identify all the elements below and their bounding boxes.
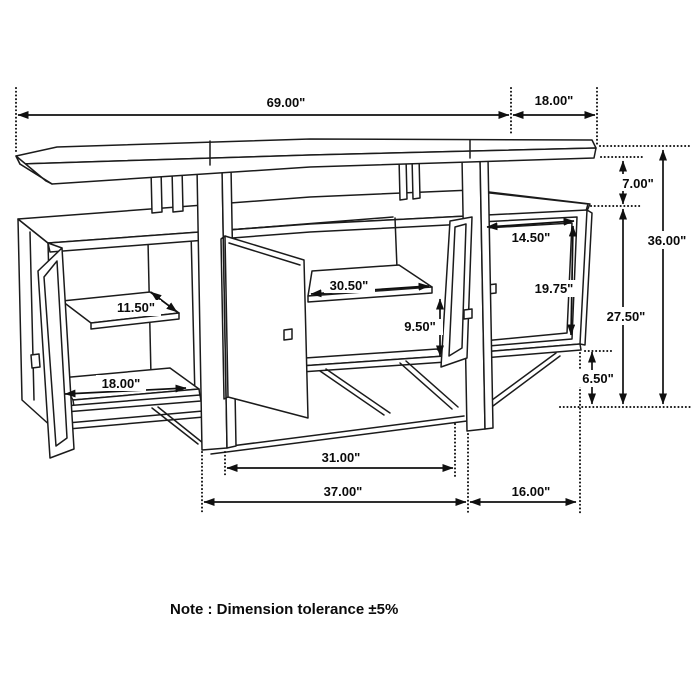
- dim-top-width: [18, 95, 509, 115]
- sideboard-drawing: [16, 139, 596, 458]
- dim-base-span-right: [470, 484, 576, 502]
- right-open-frame-door: [441, 217, 472, 367]
- dim-ground-clearance: [577, 352, 620, 404]
- dim-label-right-door-height: 19.75": [534, 281, 574, 296]
- tolerance-note: Note : Dimension tolerance ±5%: [170, 601, 399, 618]
- dim-label-top-clearance: 7.00": [622, 176, 654, 191]
- dim-label-overall-height: 36.00": [647, 233, 687, 248]
- frame-door-handle: [464, 309, 472, 319]
- dim-top-clearance: [612, 161, 664, 204]
- dim-base-span: [204, 484, 466, 502]
- dim-label-top-width: 69.00": [266, 95, 306, 110]
- dim-base-span-center: [227, 450, 453, 468]
- dim-label-top-overhang: 18.00": [534, 93, 574, 108]
- dim-label-shelf-depth: 11.50": [117, 300, 155, 315]
- dim-label-base-span-center: 31.00": [321, 450, 361, 465]
- dim-label-right-door-width: 14.50": [511, 230, 551, 245]
- dim-center-shelf-gap: [398, 299, 443, 356]
- center-door-handle: [284, 329, 292, 340]
- dim-label-base-span: 37.00": [323, 484, 363, 499]
- dim-label-ground-clearance: 6.50": [582, 371, 614, 386]
- dim-label-body-height: 27.50": [606, 309, 646, 324]
- top-slab: [16, 139, 596, 184]
- dim-top-overhang: [513, 93, 595, 115]
- left-door-handle: [31, 354, 40, 368]
- dim-label-base-span-right: 16.00": [511, 484, 551, 499]
- dim-label-left-width: 18.00": [101, 376, 141, 391]
- center-door: [221, 236, 308, 418]
- dim-label-center-shelf-gap: 9.50": [404, 319, 436, 334]
- dim-label-center-width: 30.50": [329, 278, 369, 293]
